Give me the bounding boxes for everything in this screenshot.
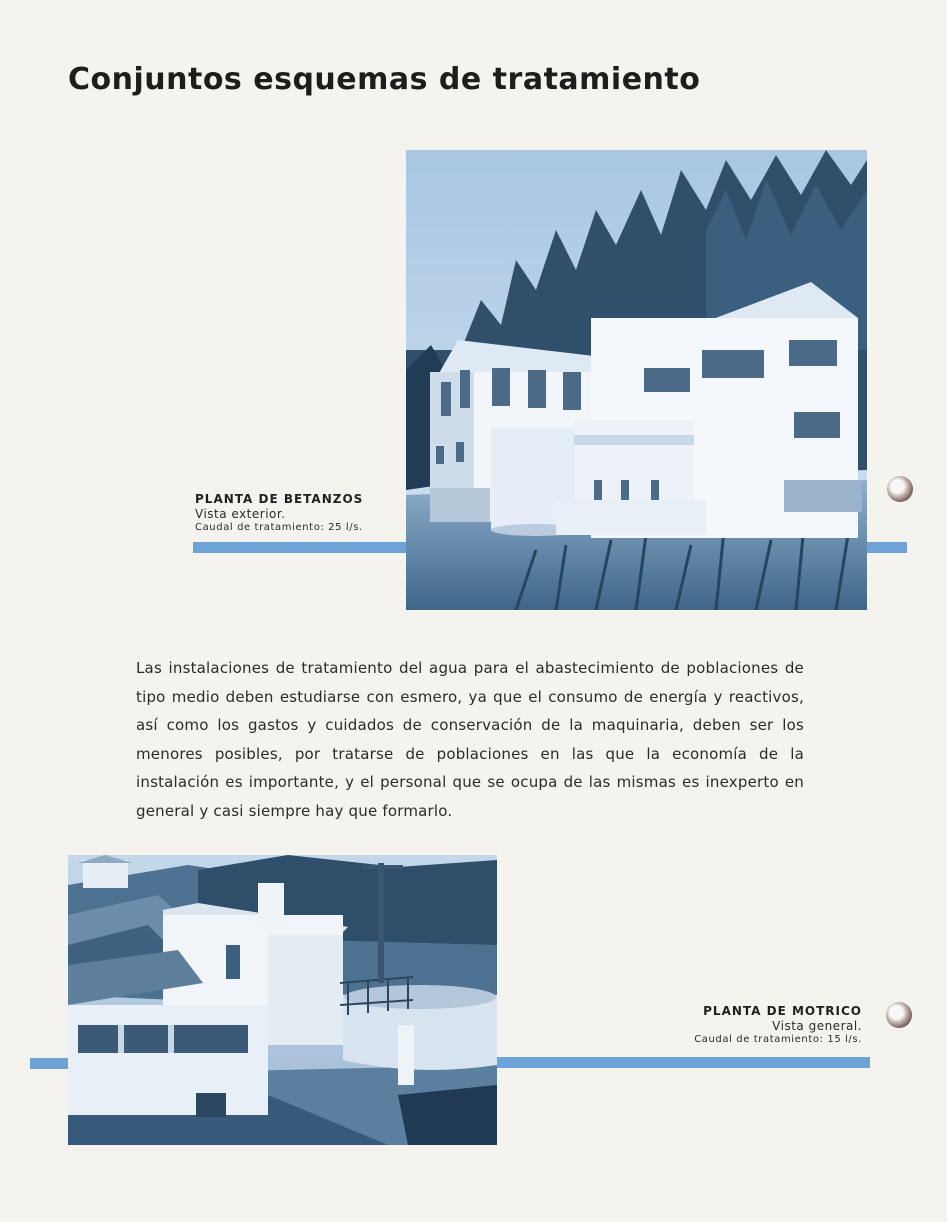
accent-rule-top-right	[865, 542, 907, 553]
binder-hole-bottom	[886, 1002, 912, 1028]
caption-plant-name: PLANTA DE BETANZOS	[195, 492, 364, 506]
accent-rule-bottom-right	[495, 1057, 870, 1068]
page-title: Conjuntos esquemas de tratamiento	[68, 62, 701, 97]
caption-view: Vista exterior.	[195, 507, 286, 521]
caption-plant-name: PLANTA DE MOTRICO	[703, 1004, 862, 1018]
body-paragraph: Las instalaciones de tratamiento del agua para el abastecimiento de poblaciones de tipo medio deben estudiarse con esmero, ya que el consumo de energía y reactivos, así como los gastos y cuidados de conservación de la maquinaria, deben ser los menores posibles, por tratarse de poblaciones en las que la economía de la instalación es importante, y el personal que se ocupa de las mismas es inexperto en general y casi siempre hay que formarlo.	[136, 659, 804, 820]
caption-motrico	[694, 1004, 862, 1047]
caption-flow-rate: Caudal de tratamiento: 15 l/s.	[694, 1034, 862, 1045]
caption-view: Vista general.	[772, 1019, 862, 1033]
caption-flow-rate: Caudal de tratamiento: 25 l/s.	[195, 522, 363, 533]
photo-betanzos-plant	[406, 150, 867, 610]
accent-rule-bottom-left	[30, 1058, 70, 1069]
accent-rule-top-left	[193, 542, 408, 553]
caption-betanzos	[195, 492, 363, 535]
photo-motrico-plant	[68, 855, 497, 1145]
binder-hole-top	[887, 476, 913, 502]
